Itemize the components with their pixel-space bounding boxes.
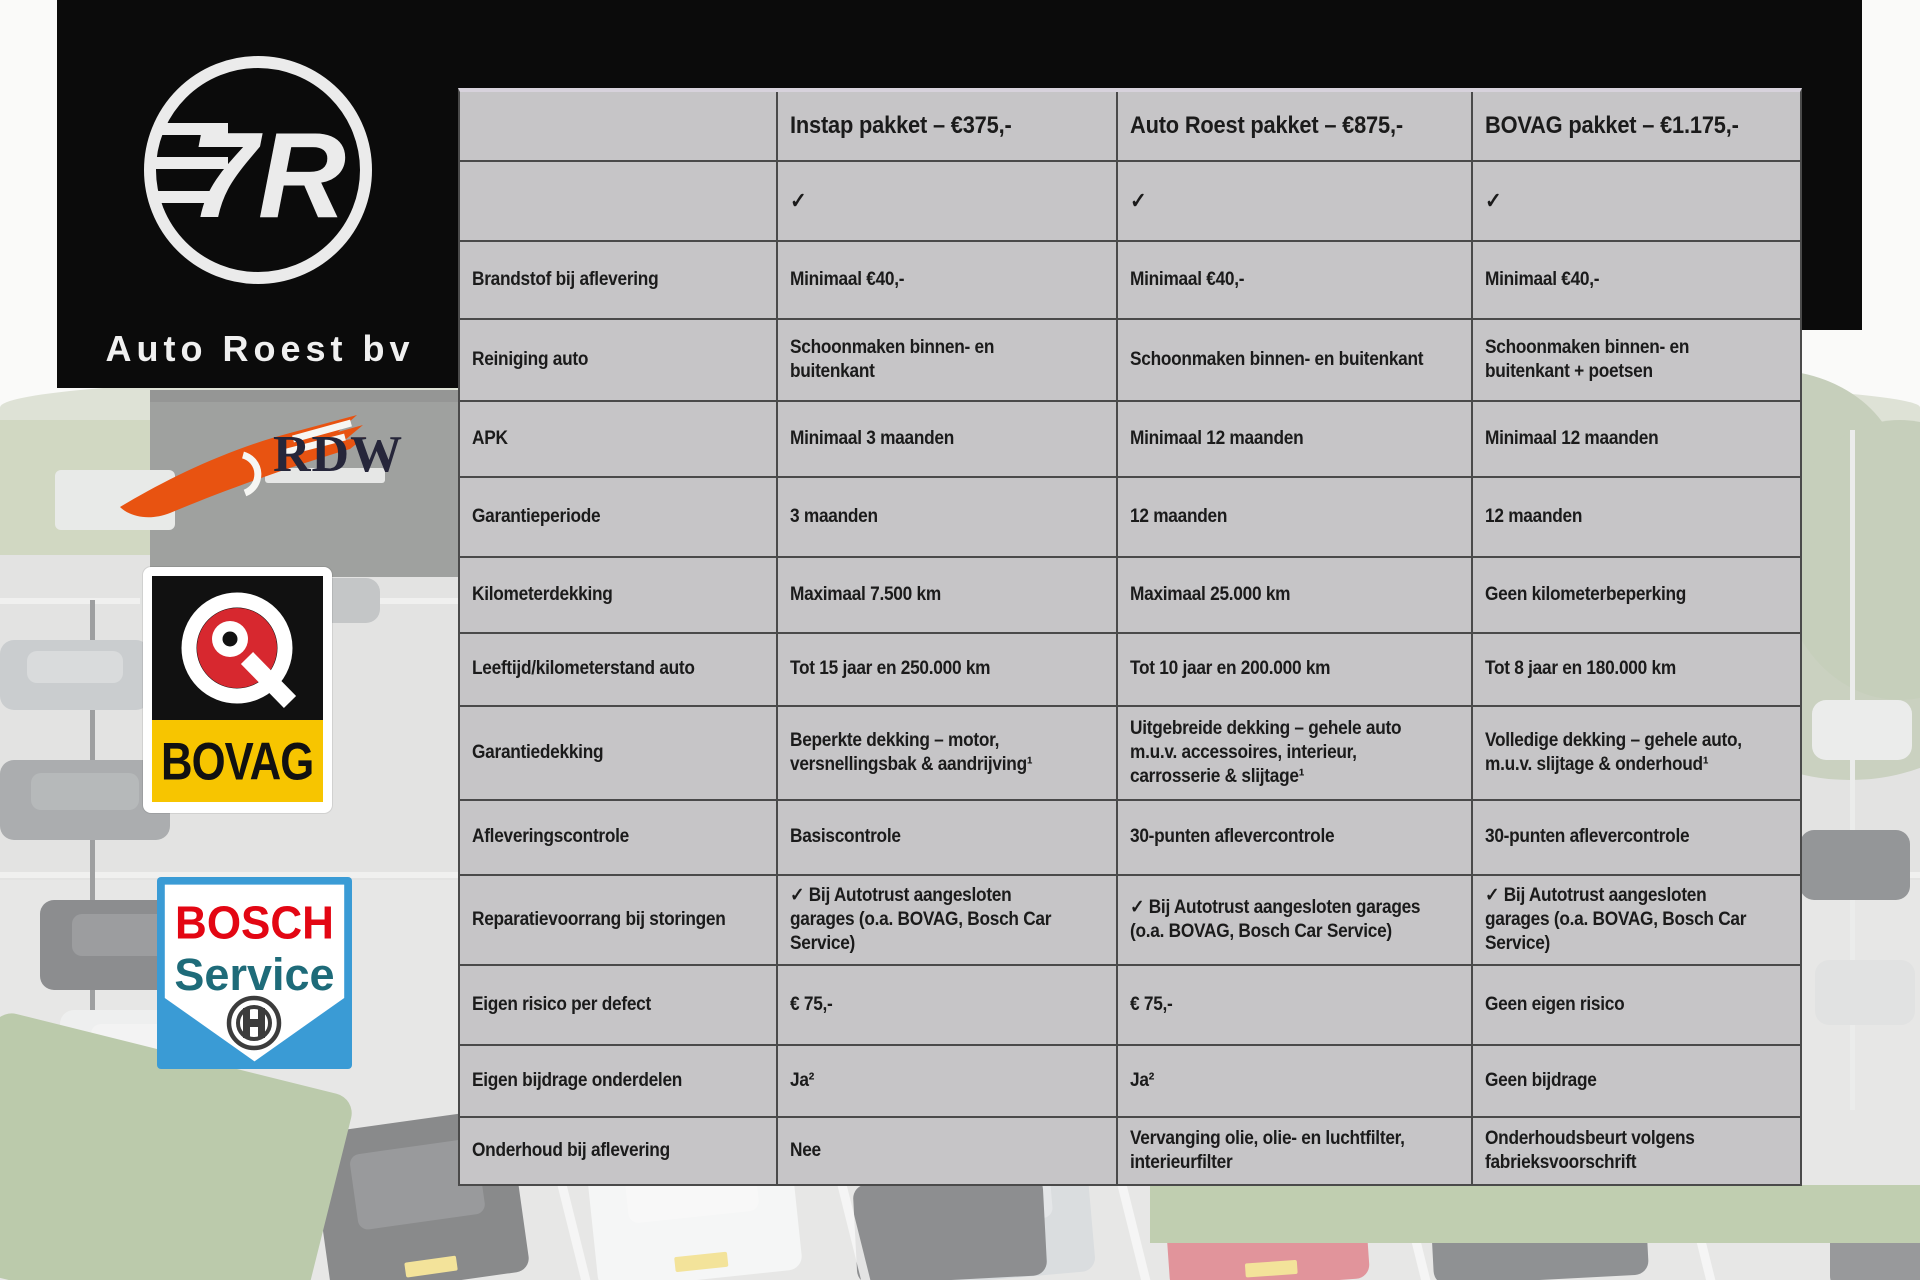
package-value: Nee [778,1118,1116,1184]
bovag-yellow-band [152,720,323,802]
row-label: Garantieperiode [460,478,776,556]
package-value: Schoonmaken binnen- en buitenkant + poetsen [1473,320,1800,400]
row-label: Afleveringscontrole [460,801,776,874]
row-label: Brandstof bij aflevering [460,242,776,318]
service-wordmark: Service [174,949,335,1000]
package-value: Minimaal €40,- [1118,242,1471,318]
package-value: Minimaal €40,- [1473,242,1800,318]
package-value: Tot 8 jaar en 180.000 km [1473,634,1800,705]
row-label: Reiniging auto [460,320,776,400]
package-value: Ja² [778,1046,1116,1116]
bovag-logo [143,567,332,813]
bosch-service-logo [157,877,352,1069]
column-header-empty [460,92,776,160]
package-value: ✓ Bij Autotrust aangesloten garages (o.a. BOVAG, Bosch Car Service) [1118,876,1471,964]
bovag-wrench-icon [152,576,323,720]
package-value: Tot 10 jaar en 200.000 km [1118,634,1471,705]
package-value: 12 maanden [1118,478,1471,556]
package-value: Ja² [1118,1046,1471,1116]
package-value: Onderhoudsbeurt volgens fabrieksvoorschrift [1473,1118,1800,1184]
package-value: Minimaal 12 maanden [1118,402,1471,476]
rdw-wordmark: RDW [273,426,404,483]
svg-text:7R: 7R [190,107,346,243]
included-checkmark: ✓ [1118,162,1471,240]
package-value: Vervanging olie, olie- en luchtfilter, interieurfilter [1118,1118,1471,1184]
column-header: Auto Roest pakket – €875,- [1118,92,1471,160]
row-label-empty [460,162,776,240]
column-header: Instap pakket – €375,- [778,92,1116,160]
auto-roest-logo-icon [118,35,398,315]
package-comparison-table [458,88,1802,1186]
package-value: Minimaal 12 maanden [1473,402,1800,476]
bovag-wordmark: BOVAG [161,731,314,791]
included-checkmark: ✓ [778,162,1116,240]
package-value: Uitgebreide dekking – gehele auto m.u.v. accessoires, interieur, carrosserie & slijtage¹ [1118,707,1471,799]
package-value: Tot 15 jaar en 250.000 km [778,634,1116,705]
package-value: Volledige dekking – gehele auto, m.u.v. slijtage & onderhoud¹ [1473,707,1800,799]
company-name: Auto Roest bv [105,328,415,369]
package-value: Geen kilometerbeperking [1473,558,1800,632]
row-label: Garantiedekking [460,707,776,799]
package-value: Minimaal €40,- [778,242,1116,318]
package-value: 3 maanden [778,478,1116,556]
column-header: BOVAG pakket – €1.175,- [1473,92,1800,160]
package-value: Schoonmaken binnen- en buitenkant [1118,320,1471,400]
package-value: ✓ Bij Autotrust aangesloten garages (o.a. BOVAG, Bosch Car Service) [778,876,1116,964]
bovag-emblem [152,576,323,720]
package-value: Schoonmaken binnen- en buitenkant [778,320,1116,400]
package-value: Geen bijdrage [1473,1046,1800,1116]
row-label: Reparatievoorrang bij storingen [460,876,776,964]
row-label: Onderhoud bij aflevering [460,1118,776,1184]
row-label: Eigen risico per defect [460,966,776,1044]
package-value: 30-punten aflevercontrole [1473,801,1800,874]
bosch-wordmark: BOSCH [175,897,334,950]
package-value: ✓ Bij Autotrust aangesloten garages (o.a. BOVAG, Bosch Car Service) [1473,876,1800,964]
package-value: Basiscontrole [778,801,1116,874]
package-value: 12 maanden [1473,478,1800,556]
row-label: APK [460,402,776,476]
package-value: 30-punten aflevercontrole [1118,801,1471,874]
row-label: Kilometerdekking [460,558,776,632]
bosch-armature-icon [219,995,289,1055]
package-value: € 75,- [1118,966,1471,1044]
row-label: Leeftijd/kilometerstand auto [460,634,776,705]
package-value: Geen eigen risico [1473,966,1800,1044]
row-label: Eigen bijdrage onderdelen [460,1046,776,1116]
package-value: Minimaal 3 maanden [778,402,1116,476]
included-checkmark: ✓ [1473,162,1800,240]
package-value: € 75,- [778,966,1116,1044]
package-value: Maximaal 7.500 km [778,558,1116,632]
package-value: Maximaal 25.000 km [1118,558,1471,632]
package-value: Beperkte dekking – motor, versnellingsbak & aandrijving¹ [778,707,1116,799]
